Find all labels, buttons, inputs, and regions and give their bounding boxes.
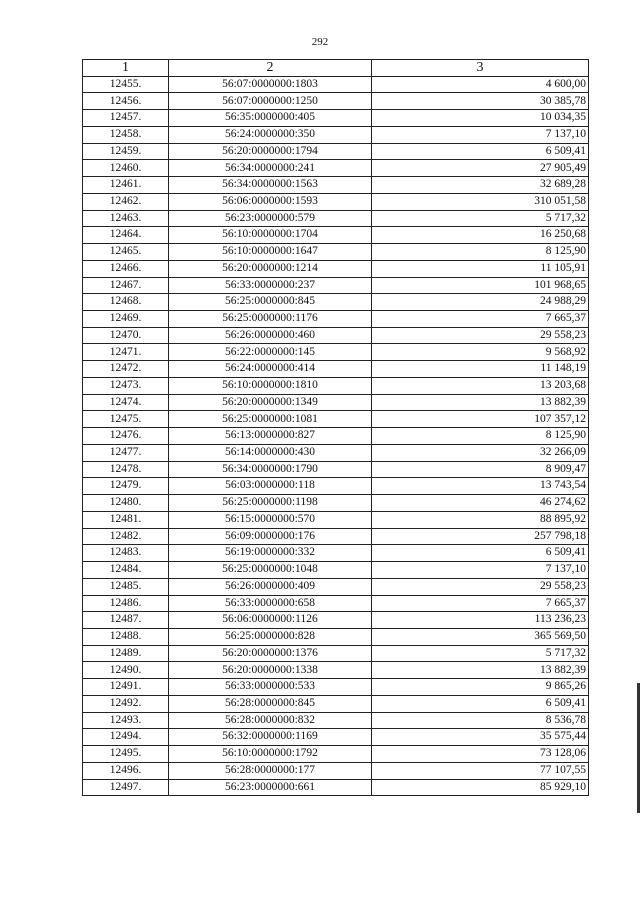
cadastral-number-cell: 56:25:0000000:1081 bbox=[169, 411, 372, 428]
cadastral-number-cell: 56:34:0000000:1790 bbox=[169, 461, 372, 478]
cadastral-number-cell: 56:14:0000000:430 bbox=[169, 444, 372, 461]
table-row bbox=[83, 562, 589, 579]
cadastral-number-cell: 56:23:0000000:661 bbox=[169, 779, 372, 796]
table-row bbox=[83, 746, 589, 763]
row-number-cell: 12459. bbox=[83, 143, 169, 160]
cadastral-number-cell: 56:09:0000000:176 bbox=[169, 528, 372, 545]
cadastral-number-cell: 56:20:0000000:1214 bbox=[169, 260, 372, 277]
table-row bbox=[83, 729, 589, 746]
row-number-cell: 12479. bbox=[83, 478, 169, 495]
value-cell: 6 509,41 bbox=[372, 143, 589, 160]
cadastral-number-cell: 56:35:0000000:405 bbox=[169, 110, 372, 127]
cadastral-number-cell: 56:24:0000000:350 bbox=[169, 126, 372, 143]
cadastral-number-cell: 56:20:0000000:1794 bbox=[169, 143, 372, 160]
row-number-cell: 12482. bbox=[83, 528, 169, 545]
table-row bbox=[83, 762, 589, 779]
table-row bbox=[83, 227, 589, 244]
row-number-cell: 12484. bbox=[83, 562, 169, 579]
data-table bbox=[82, 59, 589, 796]
row-number-cell: 12488. bbox=[83, 628, 169, 645]
row-number-cell: 12493. bbox=[83, 712, 169, 729]
cadastral-number-cell: 56:10:0000000:1792 bbox=[169, 746, 372, 763]
table-row bbox=[83, 779, 589, 796]
cadastral-number-cell: 56:20:0000000:1349 bbox=[169, 394, 372, 411]
table-row bbox=[83, 193, 589, 210]
value-cell: 85 929,10 bbox=[372, 779, 589, 796]
value-cell: 10 034,35 bbox=[372, 110, 589, 127]
value-cell: 35 575,44 bbox=[372, 729, 589, 746]
row-number-cell: 12458. bbox=[83, 126, 169, 143]
value-cell: 257 798,18 bbox=[372, 528, 589, 545]
value-cell: 29 558,23 bbox=[372, 578, 589, 595]
cadastral-number-cell: 56:10:0000000:1704 bbox=[169, 227, 372, 244]
row-number-cell: 12471. bbox=[83, 344, 169, 361]
row-number-cell: 12496. bbox=[83, 762, 169, 779]
table-row bbox=[83, 662, 589, 679]
row-number-cell: 12468. bbox=[83, 294, 169, 311]
cadastral-number-cell: 56:20:0000000:1376 bbox=[169, 645, 372, 662]
value-cell: 13 203,68 bbox=[372, 377, 589, 394]
row-number-cell: 12489. bbox=[83, 645, 169, 662]
table-row bbox=[83, 377, 589, 394]
row-number-cell: 12470. bbox=[83, 327, 169, 344]
value-cell: 9 865,26 bbox=[372, 679, 589, 696]
cadastral-number-cell: 56:13:0000000:827 bbox=[169, 428, 372, 445]
row-number-cell: 12463. bbox=[83, 210, 169, 227]
value-cell: 107 357,12 bbox=[372, 411, 589, 428]
cadastral-number-cell: 56:25:0000000:845 bbox=[169, 294, 372, 311]
value-cell: 29 558,23 bbox=[372, 327, 589, 344]
table-row bbox=[83, 277, 589, 294]
table-row bbox=[83, 244, 589, 261]
cadastral-number-cell: 56:06:0000000:1593 bbox=[169, 193, 372, 210]
row-number-cell: 12495. bbox=[83, 746, 169, 763]
table-row bbox=[83, 93, 589, 110]
table-row bbox=[83, 679, 589, 696]
row-number-cell: 12466. bbox=[83, 260, 169, 277]
cadastral-number-cell: 56:25:0000000:828 bbox=[169, 628, 372, 645]
table-row bbox=[83, 478, 589, 495]
table-row bbox=[83, 311, 589, 328]
cadastral-number-cell: 56:06:0000000:1126 bbox=[169, 612, 372, 629]
value-cell: 8 125,90 bbox=[372, 428, 589, 445]
value-cell: 46 274,62 bbox=[372, 495, 589, 512]
value-cell: 77 107,55 bbox=[372, 762, 589, 779]
row-number-cell: 12456. bbox=[83, 93, 169, 110]
value-cell: 13 743,54 bbox=[372, 478, 589, 495]
row-number-cell: 12476. bbox=[83, 428, 169, 445]
table-row bbox=[83, 461, 589, 478]
row-number-cell: 12475. bbox=[83, 411, 169, 428]
value-cell: 7 665,37 bbox=[372, 311, 589, 328]
column-header-1: 1 bbox=[83, 60, 169, 77]
value-cell: 7 137,10 bbox=[372, 562, 589, 579]
value-cell: 24 988,29 bbox=[372, 294, 589, 311]
value-cell: 7 137,10 bbox=[372, 126, 589, 143]
cadastral-number-cell: 56:25:0000000:1048 bbox=[169, 562, 372, 579]
table-row bbox=[83, 411, 589, 428]
row-number-cell: 12478. bbox=[83, 461, 169, 478]
row-number-cell: 12487. bbox=[83, 612, 169, 629]
table-row bbox=[83, 294, 589, 311]
table-row bbox=[83, 361, 589, 378]
cadastral-number-cell: 56:19:0000000:332 bbox=[169, 545, 372, 562]
row-number-cell: 12465. bbox=[83, 244, 169, 261]
row-number-cell: 12491. bbox=[83, 679, 169, 696]
cadastral-number-cell: 56:23:0000000:579 bbox=[169, 210, 372, 227]
table-row bbox=[83, 595, 589, 612]
value-cell: 9 568,92 bbox=[372, 344, 589, 361]
table-row bbox=[83, 126, 589, 143]
row-number-cell: 12477. bbox=[83, 444, 169, 461]
table-row bbox=[83, 344, 589, 361]
value-cell: 11 148,19 bbox=[372, 361, 589, 378]
row-number-cell: 12485. bbox=[83, 578, 169, 595]
row-number-cell: 12462. bbox=[83, 193, 169, 210]
table-row bbox=[83, 110, 589, 127]
value-cell: 73 128,06 bbox=[372, 746, 589, 763]
cadastral-number-cell: 56:32:0000000:1169 bbox=[169, 729, 372, 746]
cadastral-number-cell: 56:25:0000000:1198 bbox=[169, 495, 372, 512]
value-cell: 32 266,09 bbox=[372, 444, 589, 461]
value-cell: 88 895,92 bbox=[372, 511, 589, 528]
row-number-cell: 12483. bbox=[83, 545, 169, 562]
value-cell: 7 665,37 bbox=[372, 595, 589, 612]
column-header-3: 3 bbox=[372, 60, 589, 77]
table-row bbox=[83, 695, 589, 712]
table-row bbox=[83, 160, 589, 177]
row-number-cell: 12490. bbox=[83, 662, 169, 679]
value-cell: 32 689,28 bbox=[372, 177, 589, 194]
row-number-cell: 12481. bbox=[83, 511, 169, 528]
value-cell: 27 905,49 bbox=[372, 160, 589, 177]
value-cell: 101 968,65 bbox=[372, 277, 589, 294]
page-number: 292 bbox=[311, 36, 329, 48]
table-row bbox=[83, 76, 589, 93]
row-number-cell: 12472. bbox=[83, 361, 169, 378]
table-row bbox=[83, 495, 589, 512]
table-row bbox=[83, 327, 589, 344]
cadastral-number-cell: 56:10:0000000:1810 bbox=[169, 377, 372, 394]
cadastral-number-cell: 56:34:0000000:1563 bbox=[169, 177, 372, 194]
table-row bbox=[83, 394, 589, 411]
value-cell: 13 882,39 bbox=[372, 394, 589, 411]
cadastral-number-cell: 56:24:0000000:414 bbox=[169, 361, 372, 378]
table-row bbox=[83, 612, 589, 629]
cadastral-number-cell: 56:26:0000000:409 bbox=[169, 578, 372, 595]
cadastral-number-cell: 56:07:0000000:1803 bbox=[169, 76, 372, 93]
value-cell: 11 105,91 bbox=[372, 260, 589, 277]
table-row bbox=[83, 545, 589, 562]
cadastral-number-cell: 56:07:0000000:1250 bbox=[169, 93, 372, 110]
row-number-cell: 12460. bbox=[83, 160, 169, 177]
value-cell: 5 717,32 bbox=[372, 645, 589, 662]
table-row bbox=[83, 177, 589, 194]
table-row bbox=[83, 712, 589, 729]
row-number-cell: 12497. bbox=[83, 779, 169, 796]
table-row bbox=[83, 444, 589, 461]
row-number-cell: 12469. bbox=[83, 311, 169, 328]
cadastral-number-cell: 56:03:0000000:118 bbox=[169, 478, 372, 495]
cadastral-number-cell: 56:28:0000000:832 bbox=[169, 712, 372, 729]
row-number-cell: 12457. bbox=[83, 110, 169, 127]
cadastral-number-cell: 56:20:0000000:1338 bbox=[169, 662, 372, 679]
cadastral-number-cell: 56:22:0000000:145 bbox=[169, 344, 372, 361]
value-cell: 8 909,47 bbox=[372, 461, 589, 478]
row-number-cell: 12492. bbox=[83, 695, 169, 712]
value-cell: 30 385,78 bbox=[372, 93, 589, 110]
table-row bbox=[83, 528, 589, 545]
row-number-cell: 12480. bbox=[83, 495, 169, 512]
cadastral-number-cell: 56:33:0000000:658 bbox=[169, 595, 372, 612]
table-row bbox=[83, 260, 589, 277]
cadastral-number-cell: 56:25:0000000:1176 bbox=[169, 311, 372, 328]
table-body bbox=[83, 76, 589, 796]
cadastral-number-cell: 56:33:0000000:237 bbox=[169, 277, 372, 294]
cadastral-number-cell: 56:15:0000000:570 bbox=[169, 511, 372, 528]
value-cell: 310 051,58 bbox=[372, 193, 589, 210]
column-header-2: 2 bbox=[169, 60, 372, 77]
cadastral-number-cell: 56:34:0000000:241 bbox=[169, 160, 372, 177]
row-number-cell: 12467. bbox=[83, 277, 169, 294]
table-row bbox=[83, 428, 589, 445]
cadastral-number-cell: 56:10:0000000:1647 bbox=[169, 244, 372, 261]
value-cell: 5 717,32 bbox=[372, 210, 589, 227]
row-number-cell: 12455. bbox=[83, 76, 169, 93]
table-row bbox=[83, 578, 589, 595]
table-row bbox=[83, 210, 589, 227]
row-number-cell: 12473. bbox=[83, 377, 169, 394]
value-cell: 13 882,39 bbox=[372, 662, 589, 679]
value-cell: 16 250,68 bbox=[372, 227, 589, 244]
cadastral-number-cell: 56:33:0000000:533 bbox=[169, 679, 372, 696]
row-number-cell: 12461. bbox=[83, 177, 169, 194]
table-row bbox=[83, 628, 589, 645]
table-header-row bbox=[83, 60, 589, 77]
row-number-cell: 12486. bbox=[83, 595, 169, 612]
value-cell: 365 569,50 bbox=[372, 628, 589, 645]
value-cell: 8 125,90 bbox=[372, 244, 589, 261]
cadastral-number-cell: 56:28:0000000:177 bbox=[169, 762, 372, 779]
value-cell: 4 600,00 bbox=[372, 76, 589, 93]
row-number-cell: 12494. bbox=[83, 729, 169, 746]
table-row bbox=[83, 143, 589, 160]
table-row bbox=[83, 511, 589, 528]
row-number-cell: 12474. bbox=[83, 394, 169, 411]
table-row bbox=[83, 645, 589, 662]
cadastral-number-cell: 56:26:0000000:460 bbox=[169, 327, 372, 344]
value-cell: 113 236,23 bbox=[372, 612, 589, 629]
value-cell: 6 509,41 bbox=[372, 695, 589, 712]
cadastral-number-cell: 56:28:0000000:845 bbox=[169, 695, 372, 712]
row-number-cell: 12464. bbox=[83, 227, 169, 244]
value-cell: 6 509,41 bbox=[372, 545, 589, 562]
value-cell: 8 536,78 bbox=[372, 712, 589, 729]
